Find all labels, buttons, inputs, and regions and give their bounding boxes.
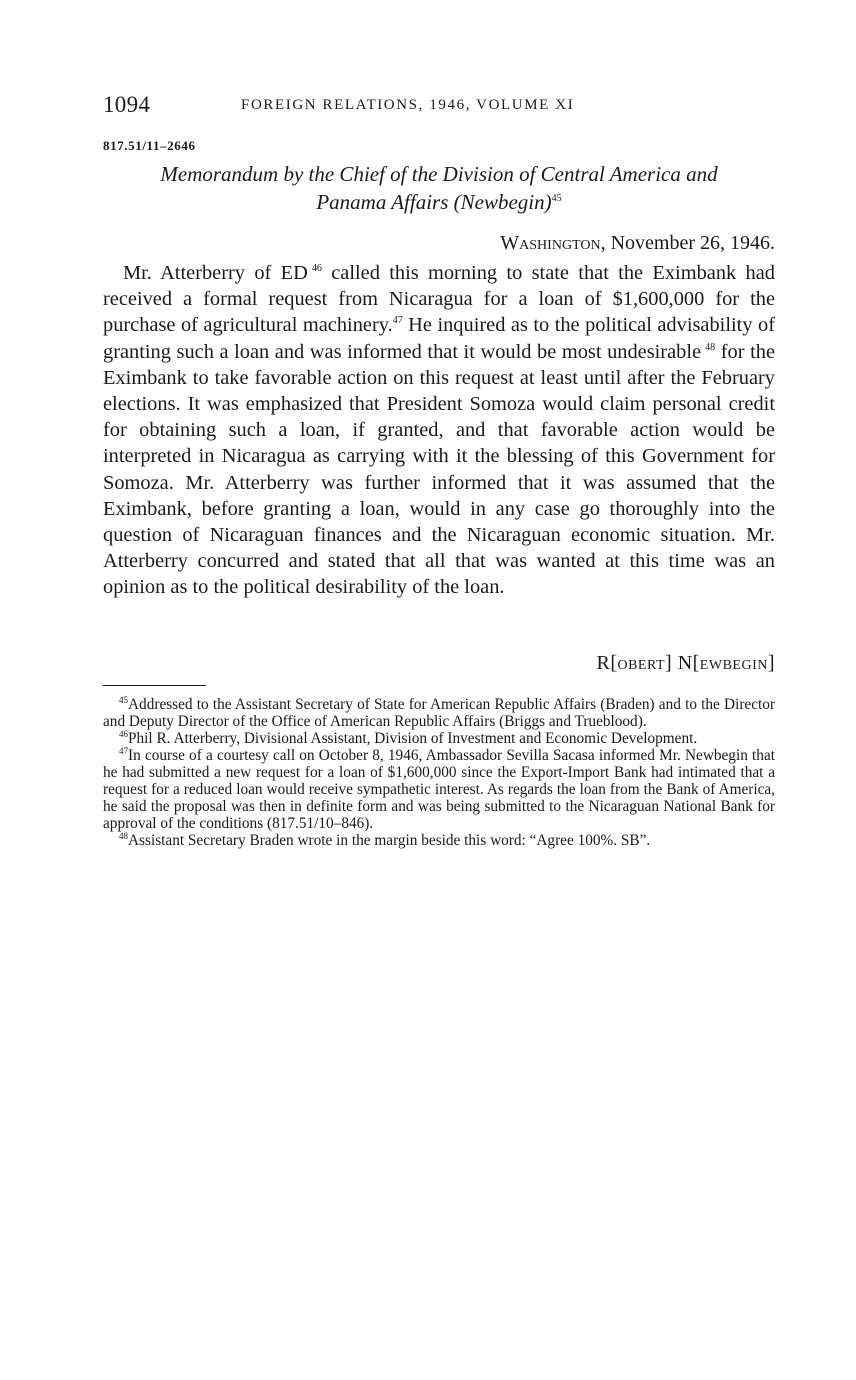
footnote-text: In course of a courtesy call on October 8, 1946, Ambassador Sevilla Sacasa informed Mr. Newbegin that he had submitted a new request for a loan of $1,600,000 since the Export-Import Bank had intimated that a request for a reduced loan would receive sympathetic interest. As regards the loan from the Bank of America, he said the proposal was then in definite form and was being submitted to the Nicaraguan National Bank for approval of the conditions (817.51/10–846).: [103, 747, 775, 832]
running-title: FOREIGN RELATIONS, 1946, VOLUME XI: [241, 97, 575, 113]
footnote-text: Assistant Secretary Braden wrote in the margin beside this word: “Agree 100%. SB”.: [128, 832, 651, 849]
signature: [596, 652, 775, 675]
dateline-city: Washington: [500, 232, 601, 254]
page-number: 1094: [103, 92, 151, 117]
signature-rest-1: [obert]: [610, 652, 673, 674]
footnote-number: 48: [119, 830, 128, 841]
dateline-date: , November 26, 1946.: [600, 232, 775, 254]
memorandum-body: [103, 260, 775, 601]
dateline: [500, 232, 775, 255]
footnote-46: [103, 730, 775, 747]
footnote-number: 47: [119, 745, 128, 756]
footnote-number: 45: [119, 694, 128, 705]
footnote-text: Phil R. Atterberry, Divisional Assistant, Division of Investment and Economic Development.: [128, 730, 698, 747]
footnote-ref-45[interactable]: 45: [551, 193, 562, 204]
document-title-line-2-text: Panama Affairs (Newbegin): [316, 190, 552, 214]
signature-initial-2: N: [677, 652, 693, 674]
footnote-number: 46: [119, 728, 128, 739]
running-header: [103, 92, 775, 122]
body-text-part-1: Mr. Atterberry of ED: [123, 262, 308, 284]
signature-initial-1: R: [596, 652, 611, 674]
footnote-ref-48[interactable]: 48: [705, 341, 716, 353]
footnotes: [103, 696, 775, 849]
document-title-line-1: Memorandum by the Chief of the Division of Central America and: [160, 162, 718, 186]
footnote-45: [103, 696, 775, 730]
document-title: [103, 160, 775, 216]
file-number: 817.51/11–2646: [103, 138, 196, 153]
signature-rest-2: [ewbegin]: [692, 652, 775, 674]
footnote-47: [103, 747, 775, 832]
footnote-ref-47[interactable]: 47: [392, 315, 403, 327]
footnote-text: Addressed to the Assistant Secretary of State for American Republic Affairs (Braden) and to the Director and Deputy Director of the Office of American Republic Affairs (Briggs and Trueblood).: [103, 696, 775, 730]
body-text-part-3: He inquired as to the political advisability of granting such a loan and was informed that it would be most undesirable: [103, 314, 775, 363]
body-text-part-2: called this morning to state that the Eximbank had received a formal request from Nicaragua for a loan of $1,600,000 for the purchase of agricultural machinery.: [103, 262, 775, 337]
body-text-part-4: for the Eximbank to take favorable action on this request at least until after the February elections. It was emphasized that President Somoza would claim personal credit for obtaining such a loan, if granted, and that favorable action would be interpreted in Nicaragua as carrying with it the blessing of this Government for Somoza. Mr. Atterberry was further informed that it was assumed that the Eximbank, before granting a loan, would in any case go thoroughly into the question of Nicaraguan finances and the Nicaraguan economic situation. Mr. Atterberry concurred and stated that all that was wanted at this time was an opinion as to the political desirability of the loan.: [103, 340, 775, 599]
document-title-line-2: [103, 188, 775, 216]
footnote-ref-46[interactable]: 46: [311, 263, 322, 275]
footnote-divider: [103, 685, 206, 686]
footnote-48: [103, 832, 775, 849]
